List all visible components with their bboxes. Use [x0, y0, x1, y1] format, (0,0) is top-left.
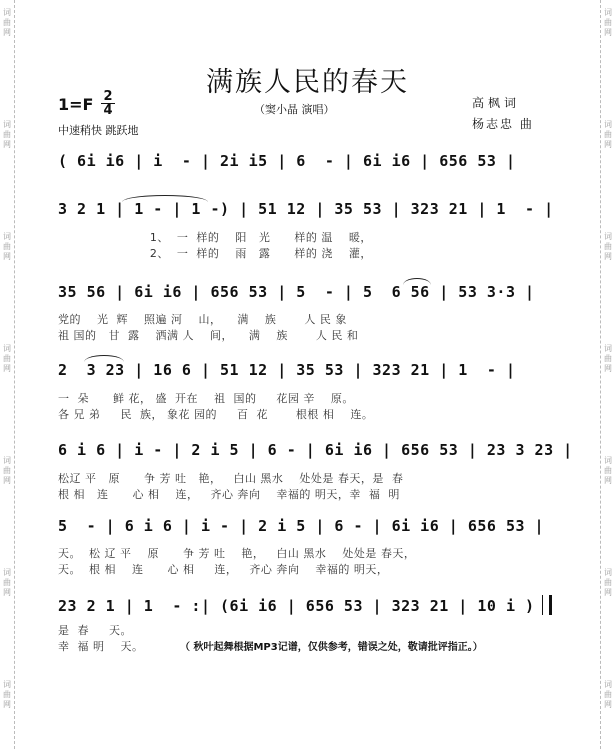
score-row-5: 6 i 6 | i - | 2 i 5 | 6 - | 6i i6 | 656 53 | 23 3 23 | [58, 441, 573, 459]
tempo-marking: 中速稍快 跳跃地 [58, 124, 139, 137]
song-title: 满族人民的春天 [206, 67, 409, 98]
watermark-text: 词 曲 网 [604, 568, 612, 597]
time-denominator: 4 [103, 103, 113, 118]
watermark-text: 词 曲 网 [3, 568, 11, 597]
lyric-row-4-verse-2: 各 兄 弟 民 族， 象花 园的 百 花 根根 相 连。 [58, 408, 374, 421]
lyric-row-3-verse-1: 党的 光 辉 照遍 河 山， 满 族 人 民 象 [58, 313, 347, 326]
score-row-7: 23 2 1 | 1 - :| (6i i6 | 656 53 | 323 21 | 10 i ) [58, 597, 535, 615]
lyric-row-2-verse-1: 1、 一 样的 阳 光 样的 温 暖， [58, 231, 372, 244]
score-row-2: 3 2 1 | 1 - | 1 -) | 51 12 | 35 53 | 323 21 | 1 - | [58, 200, 554, 218]
watermark-text: 词 曲 网 [3, 232, 11, 261]
lyric-row-7-verse-1: 是 春 天。 [58, 624, 132, 637]
lyric-row-6-verse-1: 天。 松 辽 平 原 争 芳 吐 艳， 白山 黑水 处处是 春天， [58, 547, 416, 560]
watermark-text: 词 曲 网 [604, 8, 612, 37]
right-watermark-strip [600, 0, 615, 749]
watermark-text: 词 曲 网 [604, 680, 612, 709]
score-row-3: 35 56 | 6i i6 | 656 53 | 5 - | 5 6 56 | 53 3·3 | [58, 283, 535, 301]
left-watermark-strip [0, 0, 15, 749]
final-barline [542, 595, 552, 615]
watermark-text: 词 曲 网 [3, 680, 11, 709]
key-signature: 1=F [58, 95, 94, 114]
watermark-text: 词 曲 网 [604, 456, 612, 485]
time-numerator: 2 [103, 89, 113, 104]
score-row-4: 2 3 23 | 16 6 | 51 12 | 35 53 | 323 21 | 1 - | [58, 361, 516, 379]
score-row-6: 5 - | 6 i 6 | i - | 2 i 5 | 6 - | 6i i6 | 656 53 | [58, 517, 545, 535]
slur-arc [403, 278, 431, 285]
watermark-text: 词 曲 网 [3, 8, 11, 37]
watermark-text: 词 曲 网 [604, 120, 612, 149]
watermark-text: 词 曲 网 [3, 344, 11, 373]
tie-arc [122, 195, 208, 202]
composer-credit: 杨志忠 曲 [472, 117, 534, 131]
watermark-text: 词 曲 网 [3, 456, 11, 485]
transcriber-note: （ 秋叶起舞根据MP3记谱，仅供参考，错误之处，敬请批评指正。） [180, 642, 483, 653]
lyric-row-5-verse-1: 松辽 平 原 争 芳 吐 艳， 白山 黑水 处处是 春天，是 春 [58, 472, 404, 485]
lyric-row-4-verse-1: 一 朵 鲜 花， 盛 开在 祖 国的 花园 辛 原。 [58, 392, 354, 405]
lyricist-credit: 高枫词 [472, 96, 521, 110]
time-signature [101, 90, 115, 117]
watermark-text: 词 曲 网 [604, 232, 612, 261]
watermark-text: 词 曲 网 [604, 344, 612, 373]
watermark-text: 词 曲 网 [3, 120, 11, 149]
singer-credit: （窦小晶 演唱） [254, 103, 335, 116]
slur-arc [84, 355, 124, 362]
lyric-row-6-verse-2: 天。 根 相 连 心 相 连， 齐心 奔向 幸福的 明天， [58, 563, 389, 576]
lyric-row-5-verse-2: 根 相 连 心 相 连， 齐心 奔向 幸福的 明天，幸 福 明 [58, 488, 400, 501]
lyric-row-3-verse-2: 祖 国的 甘 露 洒满 人 间， 满 族 人 民 和 [58, 329, 359, 342]
lyric-row-2-verse-2: 2、 一 样的 雨 露 样的 浇 灌， [58, 247, 372, 260]
lyric-row-7-verse-2: 幸 福 明 天。 [58, 640, 144, 653]
score-row-1: ( 6i i6 | i - | 2i i5 | 6 - | 6i i6 | 656 53 | [58, 152, 516, 170]
